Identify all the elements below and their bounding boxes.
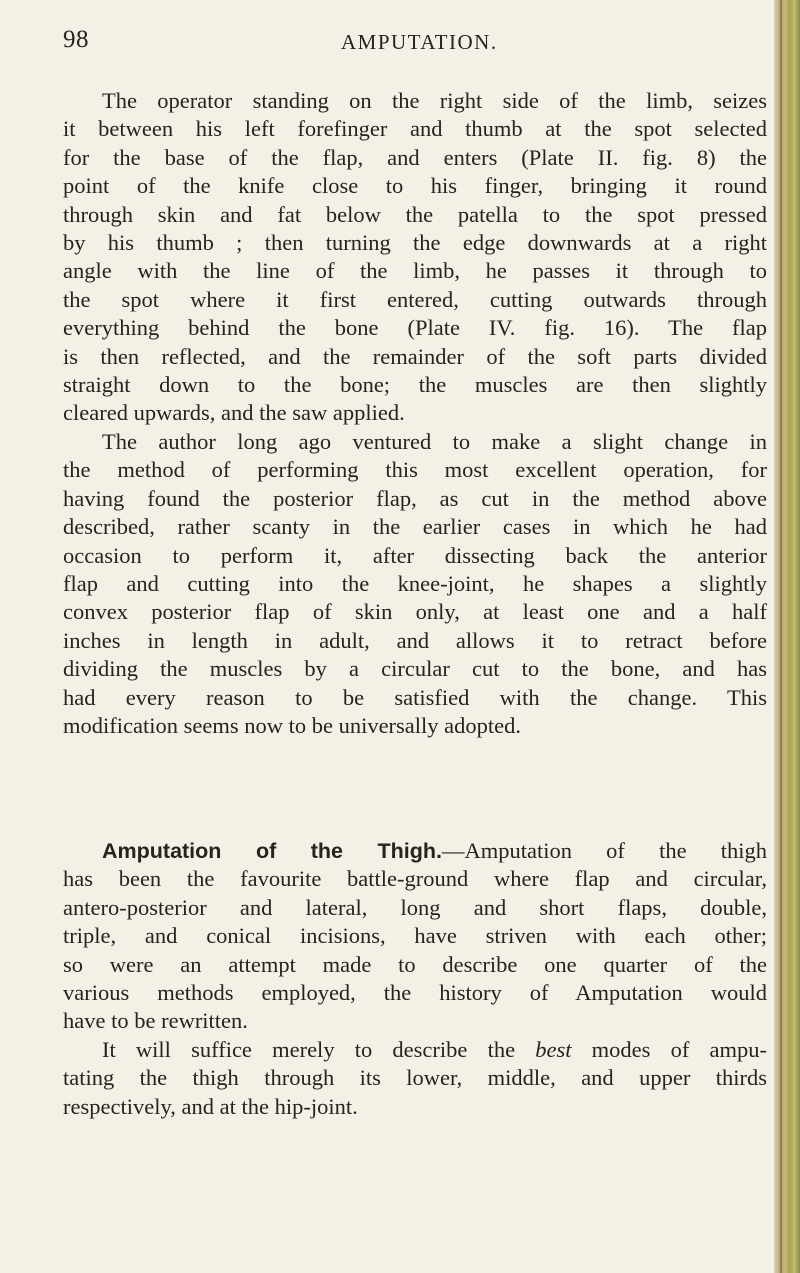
- text-run: It will suffice merely to describe the: [102, 1036, 536, 1062]
- text-line: described, rather scanty in the earlier cases in which he had: [63, 514, 767, 540]
- text-line: everything behind the bone (Plate IV. fig. 16). The flap: [63, 315, 767, 341]
- text-line: point of the knife close to his finger, bringing it round: [63, 173, 767, 199]
- section-heading: Amputation of the Thigh.: [102, 839, 443, 863]
- running-title: AMPUTATION.: [341, 30, 498, 54]
- text-line: straight down to the bone; the muscles are then slightly: [63, 372, 767, 398]
- text-line: [63, 1036, 767, 1064]
- text-line: respectively, and at the hip-joint.: [63, 1093, 358, 1119]
- text-line: the method of performing this most excellent operation, for: [63, 457, 767, 483]
- text-line: flap and cutting into the knee-joint, he shapes a slightly: [63, 570, 767, 596]
- page-header: [63, 26, 763, 66]
- text-line: by his thumb ; then turning the edge downwards at a right: [63, 230, 767, 256]
- text-line: modification seems now to be universally adopted.: [63, 712, 522, 738]
- text-line: tating the thigh through its lower, middle, and upper thirds: [63, 1065, 767, 1091]
- text-line: the spot where it first entered, cutting outwards through: [63, 286, 767, 312]
- italic-word: best: [535, 1036, 572, 1062]
- text-line: inches in length in adult, and allows it to retract before: [63, 627, 767, 653]
- text-line: have to be rewritten.: [63, 1008, 248, 1034]
- text-line: having found the posterior flap, as cut in the method above: [63, 485, 767, 511]
- text-line: for the base of the flap, and enters (Plate II. fig. 8) the: [63, 144, 767, 170]
- text-line: various methods employed, the history of Amputation would: [63, 980, 767, 1006]
- text-line: triple, and conical incisions, have striven with each other;: [63, 923, 767, 949]
- text-line: cleared upwards, and the saw applied.: [63, 400, 405, 426]
- text-block-upper: [63, 87, 767, 740]
- paragraph-best-modes: [63, 1036, 767, 1121]
- text-line: [63, 837, 767, 865]
- paragraph-author-change: [63, 428, 767, 740]
- text-line: has been the favourite battle-ground where flap and circular,: [63, 866, 767, 892]
- page-edge-binding: [774, 0, 800, 1273]
- heading-continuation: —Amputation of the thigh: [442, 838, 767, 863]
- text-line: had every reason to be satisfied with the change. This: [63, 684, 767, 710]
- text-line: occasion to perform it, after dissecting back the anterior: [63, 542, 767, 568]
- text-line: angle with the line of the limb, he passes it through to: [63, 258, 767, 284]
- text-line: antero-posterior and lateral, long and short flaps, double,: [63, 894, 767, 920]
- text-line: is then reflected, and the remainder of the soft parts divided: [63, 343, 767, 369]
- text-line: convex posterior flap of skin only, at least one and a half: [63, 599, 767, 625]
- text-line: it between his left forefinger and thumb at the spot selected: [63, 116, 767, 142]
- page-number: 98: [63, 26, 89, 53]
- text-run: modes of ampu-: [571, 1036, 767, 1062]
- text-block-lower: [63, 837, 767, 1121]
- section-amputation-thigh: [63, 837, 767, 1036]
- text-line: dividing the muscles by a circular cut to the bone, and has: [63, 656, 767, 682]
- text-line: through skin and fat below the patella to the spot pressed: [63, 201, 767, 227]
- paragraph-operator: [63, 87, 767, 428]
- text-line: The author long ago ventured to make a slight change in: [102, 428, 767, 454]
- text-line: so were an attempt made to describe one quarter of the: [63, 951, 767, 977]
- text-line: The operator standing on the right side of the limb, seizes: [102, 88, 767, 113]
